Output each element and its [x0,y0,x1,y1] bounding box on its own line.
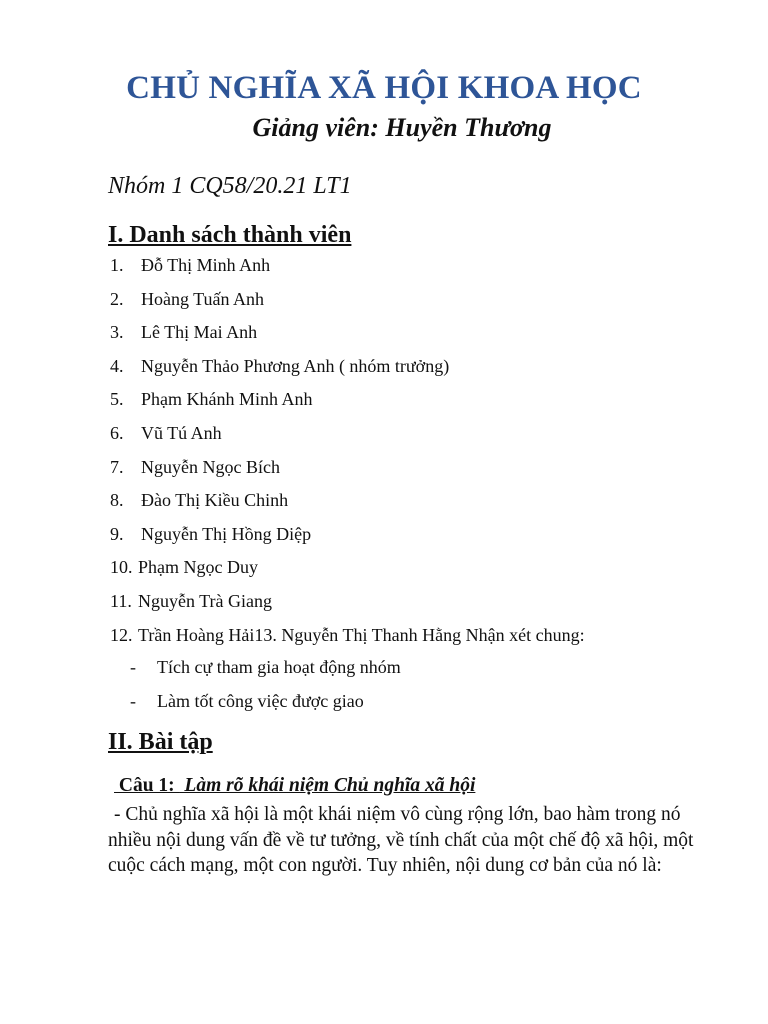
member-name: Nguyễn Trà Giang [138,590,272,611]
member-name: Vũ Tú Anh [141,422,222,443]
member-name: Đào Thị Kiều Chinh [141,490,289,511]
list-number: 3. [110,322,124,343]
question-heading [114,775,475,797]
member-name: Phạm Ngọc Duy [138,557,258,578]
question-label: Câu 1: [114,775,180,796]
list-number: 11. [110,590,132,611]
comment-text: Làm tốt công việc được giao [157,690,364,711]
member-name: Nguyễn Thảo Phương Anh ( nhóm trưởng) [141,355,450,376]
section-exercise-heading: II. Bài tập [108,729,213,755]
member-name: Phạm Khánh Minh Anh [141,389,313,410]
member-name: Hoàng Tuấn Anh [141,288,265,309]
document-title: CHỦ NGHĨA XÃ HỘI KHOA HỌC [126,70,642,106]
list-number: 12. [110,624,133,645]
list-number: 7. [110,456,124,477]
list-number: 4. [110,355,124,376]
list-number: 6. [110,422,124,443]
list-number: 8. [110,490,124,511]
dash-bullet: - [130,657,136,677]
member-name: Trần Hoàng Hải13. Nguyễn Thị Thanh Hằng Nhận xét chung: [138,624,585,645]
group-label: Nhóm 1 CQ58/20.21 LT1 [108,173,352,199]
comment-text: Tích cự tham gia hoạt động nhóm [157,657,401,677]
list-number: 5. [110,389,124,410]
member-name: Nguyễn Ngọc Bích [141,456,280,477]
list-number: 9. [110,523,124,544]
list-number: 1. [110,255,124,275]
list-number: 10. [110,557,133,578]
dash-bullet: - [130,690,136,711]
section-members-heading: I. Danh sách thành viên [108,222,352,248]
member-name: Nguyễn Thị Hồng Diệp [141,523,312,544]
answer-paragraph: - Chủ nghĩa xã hội là một khái niệm vô cùng rộng lớn, bao hàm trong nó nhiều nội dung vấn đề về tư tưởng, về tính chất của một chế độ xã hội, một cuộc cách mạng, một con người. Tuy nhiên, nội dung cơ bản của nó là: [108,804,694,876]
lecturer-subtitle: Giảng viên: Huyền Thương [252,113,552,142]
list-number: 2. [110,288,124,309]
member-name: Lê Thị Mai Anh [141,322,258,343]
member-name: Đỗ Thị Minh Anh [141,255,271,275]
question-topic: Làm rõ khái niệm Chủ nghĩa xã hội [179,775,476,796]
